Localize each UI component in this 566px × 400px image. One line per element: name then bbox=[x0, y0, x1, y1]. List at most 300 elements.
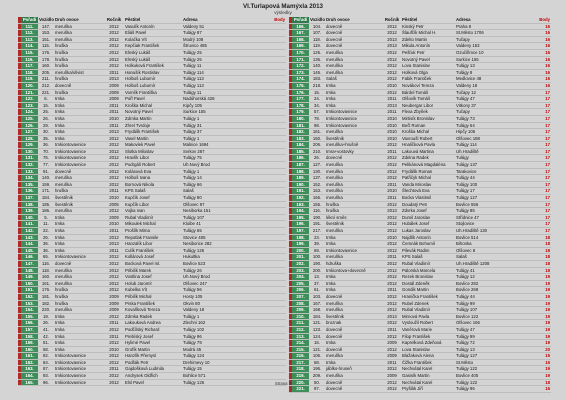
cell-vehicle: 155. bbox=[309, 201, 325, 208]
cell-points bbox=[252, 346, 286, 353]
cell-fruit: meruňka bbox=[54, 36, 104, 43]
table-row bbox=[289, 49, 551, 56]
cell-rank: 143. bbox=[21, 234, 38, 241]
cell-year: 2012 bbox=[104, 234, 124, 241]
cell-fruit: hruška bbox=[54, 300, 104, 307]
cell-address: Tulágy bbox=[455, 155, 519, 162]
cell-address: Štruvico 485 bbox=[182, 43, 252, 50]
cell-year: 2011 bbox=[383, 254, 401, 261]
cell-year: 2012 bbox=[104, 353, 124, 360]
cell-address: Tulágy 99 bbox=[455, 300, 519, 307]
cell-year: 2011 bbox=[104, 247, 124, 254]
cell-grower: Rubal Vladimír bbox=[124, 214, 182, 221]
cell-fruit: trnka bbox=[54, 346, 104, 353]
cell-rank: 173. bbox=[292, 69, 309, 76]
cell-year: 2012 bbox=[383, 247, 401, 254]
cell-grower: Andrysek Oldřich bbox=[124, 373, 182, 380]
cell-year: 2012 bbox=[104, 30, 124, 37]
cell-grower: Kolačka Vít bbox=[124, 36, 182, 43]
cell-address: Tulágy 113 bbox=[182, 82, 252, 89]
cell-fruit: trnka bbox=[54, 135, 104, 142]
table-row bbox=[289, 155, 551, 162]
cell-grower: Čižka František bbox=[401, 359, 455, 366]
cell-vehicle: 221. bbox=[38, 89, 54, 96]
cell-grower: Frydášk Roman bbox=[401, 168, 455, 175]
cell-address: Zlechni 162 bbox=[182, 320, 252, 327]
cell-grower: Gasisík Martin bbox=[401, 373, 455, 380]
cell-year: 2013 bbox=[104, 241, 124, 248]
table-row bbox=[289, 333, 551, 340]
table-row bbox=[289, 76, 551, 83]
cell-vehicle: 184. bbox=[38, 195, 54, 202]
cell-fruit: hruška bbox=[54, 76, 104, 83]
cell-rank: 199. bbox=[292, 241, 309, 248]
cell-grower: Makovlek Pavel bbox=[124, 142, 182, 149]
cell-rank: 185. bbox=[292, 148, 309, 155]
cell-fruit: trnka bbox=[325, 287, 383, 294]
cell-address: Tulágy 137 bbox=[455, 162, 519, 169]
cell-vehicle: 5. bbox=[38, 214, 54, 221]
cell-address: Tulágy 11 bbox=[182, 63, 252, 70]
cell-year: 2012 bbox=[383, 386, 401, 393]
table-row bbox=[289, 122, 551, 129]
cell-grower: Holboš Lubomír bbox=[124, 76, 182, 83]
cell-fruit: trnkiontovavnice bbox=[54, 148, 104, 155]
table-row bbox=[18, 254, 286, 261]
cell-rank: 175. bbox=[292, 82, 309, 89]
cell-grower: Prska František bbox=[124, 300, 182, 307]
cell-grower: Blažaková Alena bbox=[401, 353, 455, 360]
cell-points: 16 bbox=[519, 56, 551, 63]
cell-fruit: tmra+vostovky bbox=[325, 148, 383, 155]
cell-points bbox=[252, 280, 286, 287]
cell-rank: 221. bbox=[292, 386, 309, 393]
cell-year: 2009 bbox=[104, 300, 124, 307]
cell-address: Tulágy 1 bbox=[182, 313, 252, 320]
cell-grower: Novotný Pavel bbox=[401, 56, 455, 63]
cell-rank: 145. bbox=[21, 247, 38, 254]
column-header-grower: Pěstitel bbox=[401, 17, 455, 23]
cell-points: 17 bbox=[519, 162, 551, 169]
cell-vehicle: 116. bbox=[38, 260, 54, 267]
cell-address: Tulágy 126 bbox=[182, 247, 252, 254]
cell-grower: Novotný Pavel bbox=[124, 109, 182, 116]
cell-points bbox=[252, 313, 286, 320]
cell-grower: Rubal Vladimír bbox=[401, 260, 455, 267]
cell-year: 2012 bbox=[104, 274, 124, 281]
cell-grower: Holkuková František bbox=[124, 63, 182, 70]
cell-fruit: trnka bbox=[325, 280, 383, 287]
cell-fruit: meruňka bbox=[54, 175, 104, 182]
table-row bbox=[18, 208, 286, 215]
cell-rank: 149. bbox=[21, 274, 38, 281]
column-header-fruit: Druh ovoce bbox=[325, 17, 383, 23]
cell-grower: Pilevák Radim bbox=[401, 247, 455, 254]
cell-rank: 209. bbox=[292, 307, 309, 314]
cell-rank: 123. bbox=[21, 102, 38, 109]
cell-address: Tulágy 85 bbox=[455, 208, 519, 215]
table-row bbox=[18, 135, 286, 142]
cell-points bbox=[252, 188, 286, 195]
cell-year: 2012 bbox=[383, 168, 401, 175]
column-header-points: Body bbox=[519, 17, 551, 23]
cell-address: Tučapy 12 bbox=[455, 89, 519, 96]
cell-rank: 217. bbox=[292, 359, 309, 366]
cell-year: 2011 bbox=[104, 366, 124, 373]
cell-grower: Vomlík Františka bbox=[124, 89, 182, 96]
cell-fruit: trnka bbox=[54, 109, 104, 116]
table-row bbox=[18, 353, 286, 360]
cell-grower: Pořl Pavel bbox=[124, 96, 182, 103]
cell-fruit: meruňka bbox=[325, 168, 383, 175]
cell-rank: 131. bbox=[21, 155, 38, 162]
table-row bbox=[289, 30, 551, 37]
table-row bbox=[289, 300, 551, 307]
cell-address: Tučapy bbox=[455, 36, 519, 43]
cell-vehicle: 121. bbox=[309, 346, 325, 353]
cell-points bbox=[252, 63, 286, 70]
cell-points: 19 bbox=[519, 287, 551, 294]
cell-rank: 198. bbox=[292, 234, 309, 241]
table-row bbox=[289, 89, 551, 96]
cell-fruit: trnkiontovavnice bbox=[54, 353, 104, 360]
table-row bbox=[289, 36, 551, 43]
cell-rank: 196. bbox=[292, 221, 309, 228]
table-row bbox=[289, 96, 551, 103]
cell-grower: Vavroušl Robert bbox=[401, 135, 455, 142]
table-row bbox=[289, 162, 551, 169]
cell-year: 2010 bbox=[104, 346, 124, 353]
table-row bbox=[289, 307, 551, 314]
cell-year: 2012 bbox=[383, 175, 401, 182]
cell-rank: 207. bbox=[292, 293, 309, 300]
table-row bbox=[18, 313, 286, 320]
table-row bbox=[289, 181, 551, 188]
cell-rank: 161. bbox=[21, 353, 38, 360]
table-row bbox=[18, 23, 286, 30]
cell-year: 2012 bbox=[383, 267, 401, 274]
cell-grower: Hubálek Josef bbox=[401, 221, 455, 228]
cell-address: Valdeny 153 bbox=[455, 43, 519, 50]
cell-grower: Najdlík Antonín bbox=[401, 234, 455, 241]
table-row bbox=[18, 214, 286, 221]
cell-points bbox=[252, 69, 286, 76]
cell-vehicle: 183. bbox=[309, 76, 325, 83]
cell-grower: Rubal Vladimír bbox=[401, 307, 455, 314]
cell-rank: 125. bbox=[21, 115, 38, 122]
cell-fruit: meruňka bbox=[325, 300, 383, 307]
cell-fruit: švestěnik bbox=[325, 221, 383, 228]
cell-fruit: trnka bbox=[325, 274, 383, 281]
table-row bbox=[289, 175, 551, 182]
table-row bbox=[289, 63, 551, 70]
cell-year: 2010 bbox=[383, 129, 401, 136]
cell-year: 2012 bbox=[104, 280, 124, 287]
table-row bbox=[18, 69, 286, 76]
cell-vehicle: 176. bbox=[38, 287, 54, 294]
cell-address: Bovlice 268 bbox=[455, 287, 519, 294]
cell-vehicle: 125. bbox=[309, 49, 325, 56]
cell-grower: Rubel Zdenek bbox=[401, 300, 455, 307]
cell-vehicle: 166. bbox=[309, 195, 325, 202]
cell-address: Tulágy 66 bbox=[182, 181, 252, 188]
cell-points bbox=[252, 129, 286, 136]
cell-grower: Neubergar Libor bbox=[401, 102, 455, 109]
cell-address: Uh.Nový Brod bbox=[182, 274, 252, 281]
table-row bbox=[18, 340, 286, 347]
table-row bbox=[18, 129, 286, 136]
cell-points: 16 bbox=[519, 63, 551, 70]
cell-address: Salaš bbox=[182, 188, 252, 195]
cell-fruit: trnka bbox=[325, 102, 383, 109]
cell-year: 2012 bbox=[104, 379, 124, 386]
cell-grower: Hanzlík Přemysl bbox=[124, 353, 182, 360]
cell-fruit: švestěnik bbox=[325, 135, 383, 142]
cell-grower: Holboš Lubomír bbox=[124, 82, 182, 89]
cell-grower: Pelikánová Magdaléna bbox=[401, 162, 455, 169]
cell-rank: 165. bbox=[21, 379, 38, 386]
cell-year: 2012 bbox=[383, 214, 401, 221]
cell-points bbox=[252, 300, 286, 307]
cell-points: 17 bbox=[519, 135, 551, 142]
table-row bbox=[289, 23, 551, 30]
cell-points bbox=[252, 287, 286, 294]
cell-rank: 146. bbox=[21, 254, 38, 261]
cell-rank: 177. bbox=[292, 96, 309, 103]
cell-points: 19 bbox=[519, 307, 551, 314]
table-row bbox=[18, 76, 286, 83]
table-row bbox=[18, 228, 286, 235]
cell-fruit: trnkiontovavnice bbox=[325, 115, 383, 122]
cell-rank: 119. bbox=[21, 76, 38, 83]
cell-vehicle: 159. bbox=[38, 181, 54, 188]
cell-address: Tučapy bbox=[455, 109, 519, 116]
cell-fruit: trnka bbox=[54, 122, 104, 129]
cell-address: Tulágy 56 bbox=[182, 287, 252, 294]
cell-points bbox=[252, 234, 286, 241]
table-row bbox=[18, 148, 286, 155]
cell-vehicle: 107. bbox=[309, 30, 325, 37]
cell-fruit: trnka bbox=[54, 247, 104, 254]
cell-vehicle: 161. bbox=[309, 129, 325, 136]
cell-rank: 129. bbox=[21, 142, 38, 149]
cell-grower: Kolásová Eva bbox=[124, 168, 182, 175]
cell-fruit: meruňka bbox=[325, 162, 383, 169]
cell-vehicle: 150. bbox=[309, 135, 325, 142]
column-header-vehicle: Vozidlo bbox=[39, 17, 54, 22]
cell-year: 2013 bbox=[383, 102, 401, 109]
cell-vehicle: 106. bbox=[309, 353, 325, 360]
cell-address: Tulágy 15 bbox=[182, 366, 252, 373]
cell-address: Tulágy 96 bbox=[455, 386, 519, 393]
cell-grower: KPS Salaš bbox=[124, 188, 182, 195]
cell-year: 2011 bbox=[104, 320, 124, 327]
cell-year: 2010 bbox=[383, 122, 401, 129]
cell-address: Tulágy 44 bbox=[455, 293, 519, 300]
cell-year: 2013 bbox=[383, 43, 401, 50]
cell-fruit: broznak bbox=[325, 320, 383, 327]
cell-fruit: švestěnik bbox=[325, 313, 383, 320]
cell-fruit: trnka bbox=[54, 115, 104, 122]
cell-fruit: trnka bbox=[54, 129, 104, 136]
cell-points bbox=[252, 340, 286, 347]
cell-address: Bovlice 523 bbox=[182, 260, 252, 267]
table-row bbox=[18, 366, 286, 373]
cell-fruit: trnkiontovavnice bbox=[325, 109, 383, 116]
cell-address: Tulágy 114 bbox=[182, 69, 252, 76]
cell-year: 2012 bbox=[383, 30, 401, 37]
cell-year: 2010 bbox=[104, 115, 124, 122]
cell-vehicle: 24. bbox=[309, 96, 325, 103]
cell-grower: Nechvátal Karel bbox=[401, 366, 455, 373]
cell-vehicle: 161. bbox=[38, 280, 54, 287]
cell-vehicle: 76. bbox=[38, 155, 54, 162]
cell-vehicle: 184. bbox=[309, 313, 325, 320]
cell-year: 2013 bbox=[104, 129, 124, 136]
cell-year: 2012 bbox=[104, 148, 124, 155]
cell-rank: 132. bbox=[21, 162, 38, 169]
cell-points bbox=[252, 148, 286, 155]
cell-year: 2011 bbox=[383, 181, 401, 188]
cell-year: 2012 bbox=[104, 287, 124, 294]
cell-points bbox=[252, 208, 286, 215]
cell-address: Tulágy 126 bbox=[182, 379, 252, 386]
cell-points: 18 bbox=[519, 254, 551, 261]
cell-vehicle: 167. bbox=[309, 300, 325, 307]
cell-vehicle: 146. bbox=[309, 69, 325, 76]
table-row bbox=[289, 102, 551, 109]
cell-rank: 147. bbox=[21, 260, 38, 267]
cell-address: Tulágy 1 bbox=[182, 115, 252, 122]
cell-address: Bovlice 122 bbox=[455, 313, 519, 320]
table-row bbox=[289, 129, 551, 136]
cell-rank: 136. bbox=[21, 188, 38, 195]
cell-grower: Vojka Ivan bbox=[124, 208, 182, 215]
cell-rank: 150. bbox=[21, 280, 38, 287]
cell-points: 17 bbox=[519, 122, 551, 129]
table-row bbox=[289, 346, 551, 353]
cell-points: 17 bbox=[519, 188, 551, 195]
cell-grower: Eliáš Pavel bbox=[124, 30, 182, 37]
cell-rank: 112. bbox=[21, 30, 38, 37]
table-row bbox=[18, 122, 286, 129]
cell-vehicle: 104. bbox=[309, 23, 325, 30]
table-row bbox=[18, 373, 286, 380]
cell-vehicle: 127. bbox=[309, 162, 325, 169]
cell-vehicle: 61. bbox=[309, 287, 325, 294]
cell-points bbox=[252, 49, 286, 56]
cell-year: 2010 bbox=[383, 82, 401, 89]
cell-fruit: lékní směs bbox=[325, 214, 383, 221]
cell-vehicle: 37. bbox=[309, 280, 325, 287]
cell-year: 2012 bbox=[383, 49, 401, 56]
cell-fruit: meruňka bbox=[54, 30, 104, 37]
cell-fruit: meruňka bbox=[325, 181, 383, 188]
table-row bbox=[18, 320, 286, 327]
cell-vehicle: 160. bbox=[38, 63, 54, 70]
cell-year: 2010 bbox=[104, 221, 124, 228]
cell-points bbox=[252, 293, 286, 300]
cell-vehicle: 42. bbox=[38, 333, 54, 340]
cell-grower: Lukas Jaroslav bbox=[401, 228, 455, 235]
table-row bbox=[289, 56, 551, 63]
cell-address: Bihonka bbox=[455, 241, 519, 248]
column-header-fruit: Druh ovoce bbox=[54, 17, 104, 23]
cell-grower: Elnský Lukáš bbox=[124, 56, 182, 63]
cell-vehicle: 11. bbox=[38, 221, 54, 228]
cell-address: St.Město 1706 bbox=[455, 30, 519, 37]
cell-fruit: švestěnik bbox=[54, 201, 104, 208]
cell-address: Surkice 155 bbox=[182, 109, 252, 116]
cell-points: 17 bbox=[519, 155, 551, 162]
cell-rank: 188. bbox=[292, 168, 309, 175]
cell-year: 2009 bbox=[104, 293, 124, 300]
cell-grower: Kroška Michal bbox=[124, 102, 182, 109]
cell-year: 2012 bbox=[104, 36, 124, 43]
cell-grower: Pribilík Michal bbox=[124, 293, 182, 300]
cell-points: 19 bbox=[519, 320, 551, 327]
cell-vehicle: 116. bbox=[309, 208, 325, 215]
cell-year: 2012 bbox=[104, 63, 124, 70]
cell-fruit: trnkiontovavnice bbox=[54, 373, 104, 380]
cell-rank: 193. bbox=[292, 201, 309, 208]
cell-points: 18 bbox=[519, 379, 551, 386]
cell-rank: 121. bbox=[21, 89, 38, 96]
cell-fruit: meruňka/slívist bbox=[54, 69, 104, 76]
cell-points: 16 bbox=[519, 23, 551, 30]
cell-vehicle: 30. bbox=[38, 129, 54, 136]
cell-vehicle: 35. bbox=[38, 135, 54, 142]
cell-rank: 152. bbox=[21, 293, 38, 300]
cell-year: 2011 bbox=[104, 333, 124, 340]
cell-grower: Fabik Frantiček bbox=[401, 76, 455, 83]
table-row bbox=[18, 326, 286, 333]
cell-points: 19 bbox=[519, 373, 551, 380]
cell-address: Tulágy 65 bbox=[182, 228, 252, 235]
cell-points: 16 bbox=[519, 36, 551, 43]
cell-year: 2012 bbox=[104, 359, 124, 366]
cell-vehicle: 15. bbox=[309, 89, 325, 96]
cell-rank: 201. bbox=[292, 254, 309, 261]
table-row bbox=[289, 287, 551, 294]
cell-grower: Palorská Marcela bbox=[401, 267, 455, 274]
cell-vehicle: 205. bbox=[38, 69, 54, 76]
cell-fruit: meruňka bbox=[325, 254, 383, 261]
cell-rank: 211. bbox=[292, 320, 309, 327]
cell-address: St.Město bbox=[455, 359, 519, 366]
cell-points: 19 bbox=[519, 274, 551, 281]
cell-year: 2009 bbox=[383, 340, 401, 347]
cell-year: 2012 bbox=[104, 181, 124, 188]
cell-year: 2009 bbox=[104, 96, 124, 103]
cell-year: 2010 bbox=[104, 195, 124, 202]
cell-address: Tulágy 102 bbox=[182, 326, 252, 333]
cell-fruit: jáblko-hruseň bbox=[325, 366, 383, 373]
cell-address: Nesiborka 151 bbox=[182, 208, 252, 215]
cell-year: 2012 bbox=[104, 175, 124, 182]
cell-points: 18 bbox=[519, 241, 551, 248]
cell-year: 2012 bbox=[383, 379, 401, 386]
cell-rank: 197. bbox=[292, 228, 309, 235]
table-row bbox=[18, 307, 286, 314]
cell-grower: Kubelka Vít bbox=[124, 287, 182, 294]
cell-rank: 153. bbox=[21, 300, 38, 307]
table-row bbox=[289, 274, 551, 281]
cell-rank: 130. bbox=[21, 148, 38, 155]
cell-points bbox=[252, 56, 286, 63]
cell-grower: Bocka Vlastimil bbox=[401, 195, 455, 202]
cell-rank: 213. bbox=[292, 333, 309, 340]
